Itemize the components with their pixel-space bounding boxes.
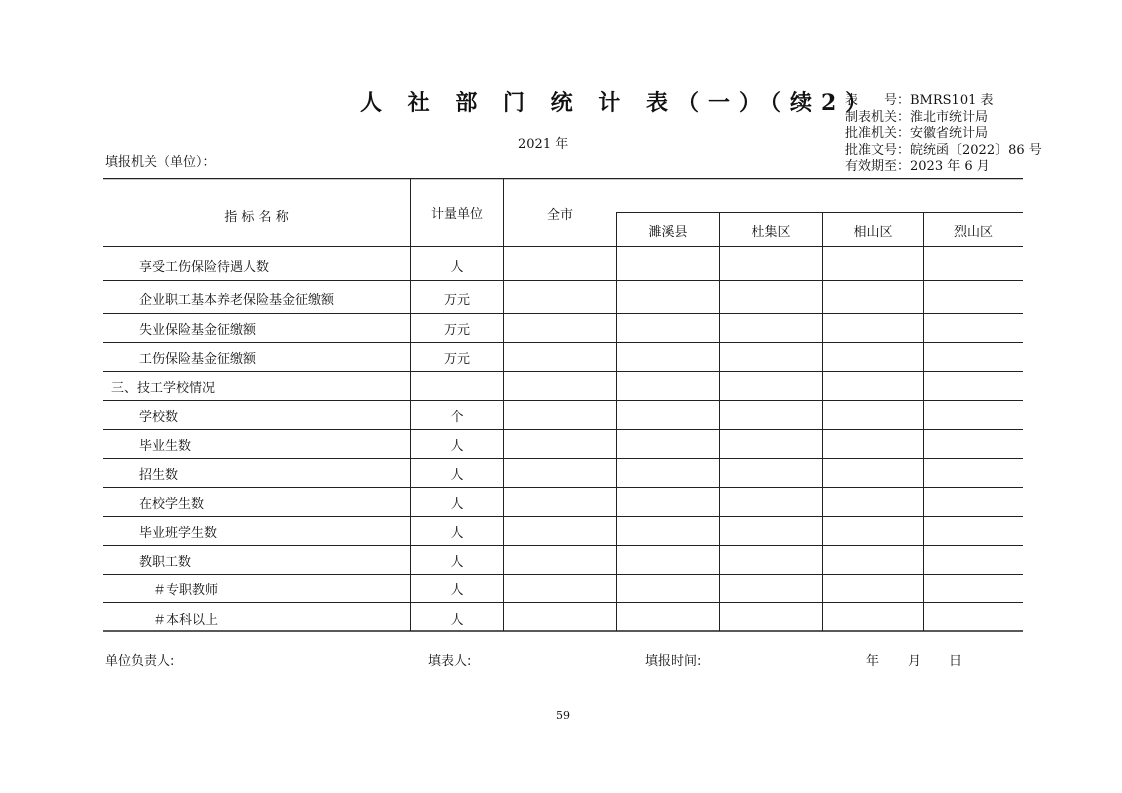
row-unit: 人 (450, 260, 464, 275)
row-unit: 人 (450, 583, 464, 598)
row-unit: 人 (450, 468, 464, 483)
row-unit: 人 (450, 497, 464, 512)
footer-preparer: 填表人: (428, 654, 472, 669)
row-unit: 万元 (443, 293, 470, 308)
row-unit: 人 (450, 555, 464, 570)
row-label: ＃本科以上 (153, 613, 219, 628)
approval-document: 批准文号：皖统函〔2022〕86 号 (845, 142, 1042, 158)
row-unit: 人 (450, 613, 464, 628)
footer-year: 年 (866, 654, 880, 669)
footer-responsible: 单位负责人: (105, 654, 175, 669)
row-unit: 人 (450, 526, 464, 541)
row-label: 毕业生数 (139, 439, 192, 454)
valid-until: 有效期至：2023 年 6 月 (845, 159, 990, 174)
form-metadata (845, 93, 1042, 176)
row-label: 享受工伤保险待遇人数 (139, 260, 270, 275)
footer-day: 日 (949, 654, 963, 669)
header-indicator-name: 指 标 名 称 (224, 210, 289, 225)
filling-unit-label: 填报机关（单位）： (105, 155, 216, 170)
table-grid (103, 178, 1023, 632)
statistics-table (103, 178, 1023, 632)
form-maker: 制表机关：淮北市统计局 (845, 109, 989, 125)
row-label: 失业保险基金征缴额 (139, 323, 257, 338)
row-label: 招生数 (139, 468, 179, 483)
header-district: 相山区 (853, 225, 893, 240)
footer-month: 月 (908, 654, 922, 669)
section-heading: 三、技工学校情况 (111, 381, 216, 396)
header-district: 烈山区 (953, 225, 993, 240)
header-district: 濉溪县 (648, 225, 688, 240)
row-unit: 万元 (443, 323, 470, 338)
page-title: 人 社 部 门 统 计 表（一）（续2） (360, 90, 877, 116)
row-label: 企业职工基本养老保险基金征缴额 (139, 293, 335, 308)
footer-fill-time: 填报时间: (645, 654, 702, 669)
row-label: 学校数 (139, 410, 179, 425)
row-unit: 人 (450, 439, 464, 454)
header-unit: 计量单位 (430, 207, 483, 222)
row-label: 工伤保险基金征缴额 (139, 352, 257, 367)
row-unit: 万元 (443, 352, 470, 367)
header-city-total: 全市 (546, 208, 573, 223)
form-number: 表 号：BMRS101 表 (845, 93, 994, 108)
page-number: 59 (556, 709, 570, 722)
form-approver: 批准机关：安徽省统计局 (845, 126, 989, 141)
row-label: 教职工数 (139, 555, 192, 570)
report-year: 2021 年 (518, 137, 569, 152)
row-label: 毕业班学生数 (139, 526, 218, 541)
row-label: ＃专职教师 (153, 583, 219, 598)
header-district: 杜集区 (751, 225, 791, 240)
row-unit: 个 (450, 410, 464, 425)
row-label: 在校学生数 (139, 497, 205, 512)
